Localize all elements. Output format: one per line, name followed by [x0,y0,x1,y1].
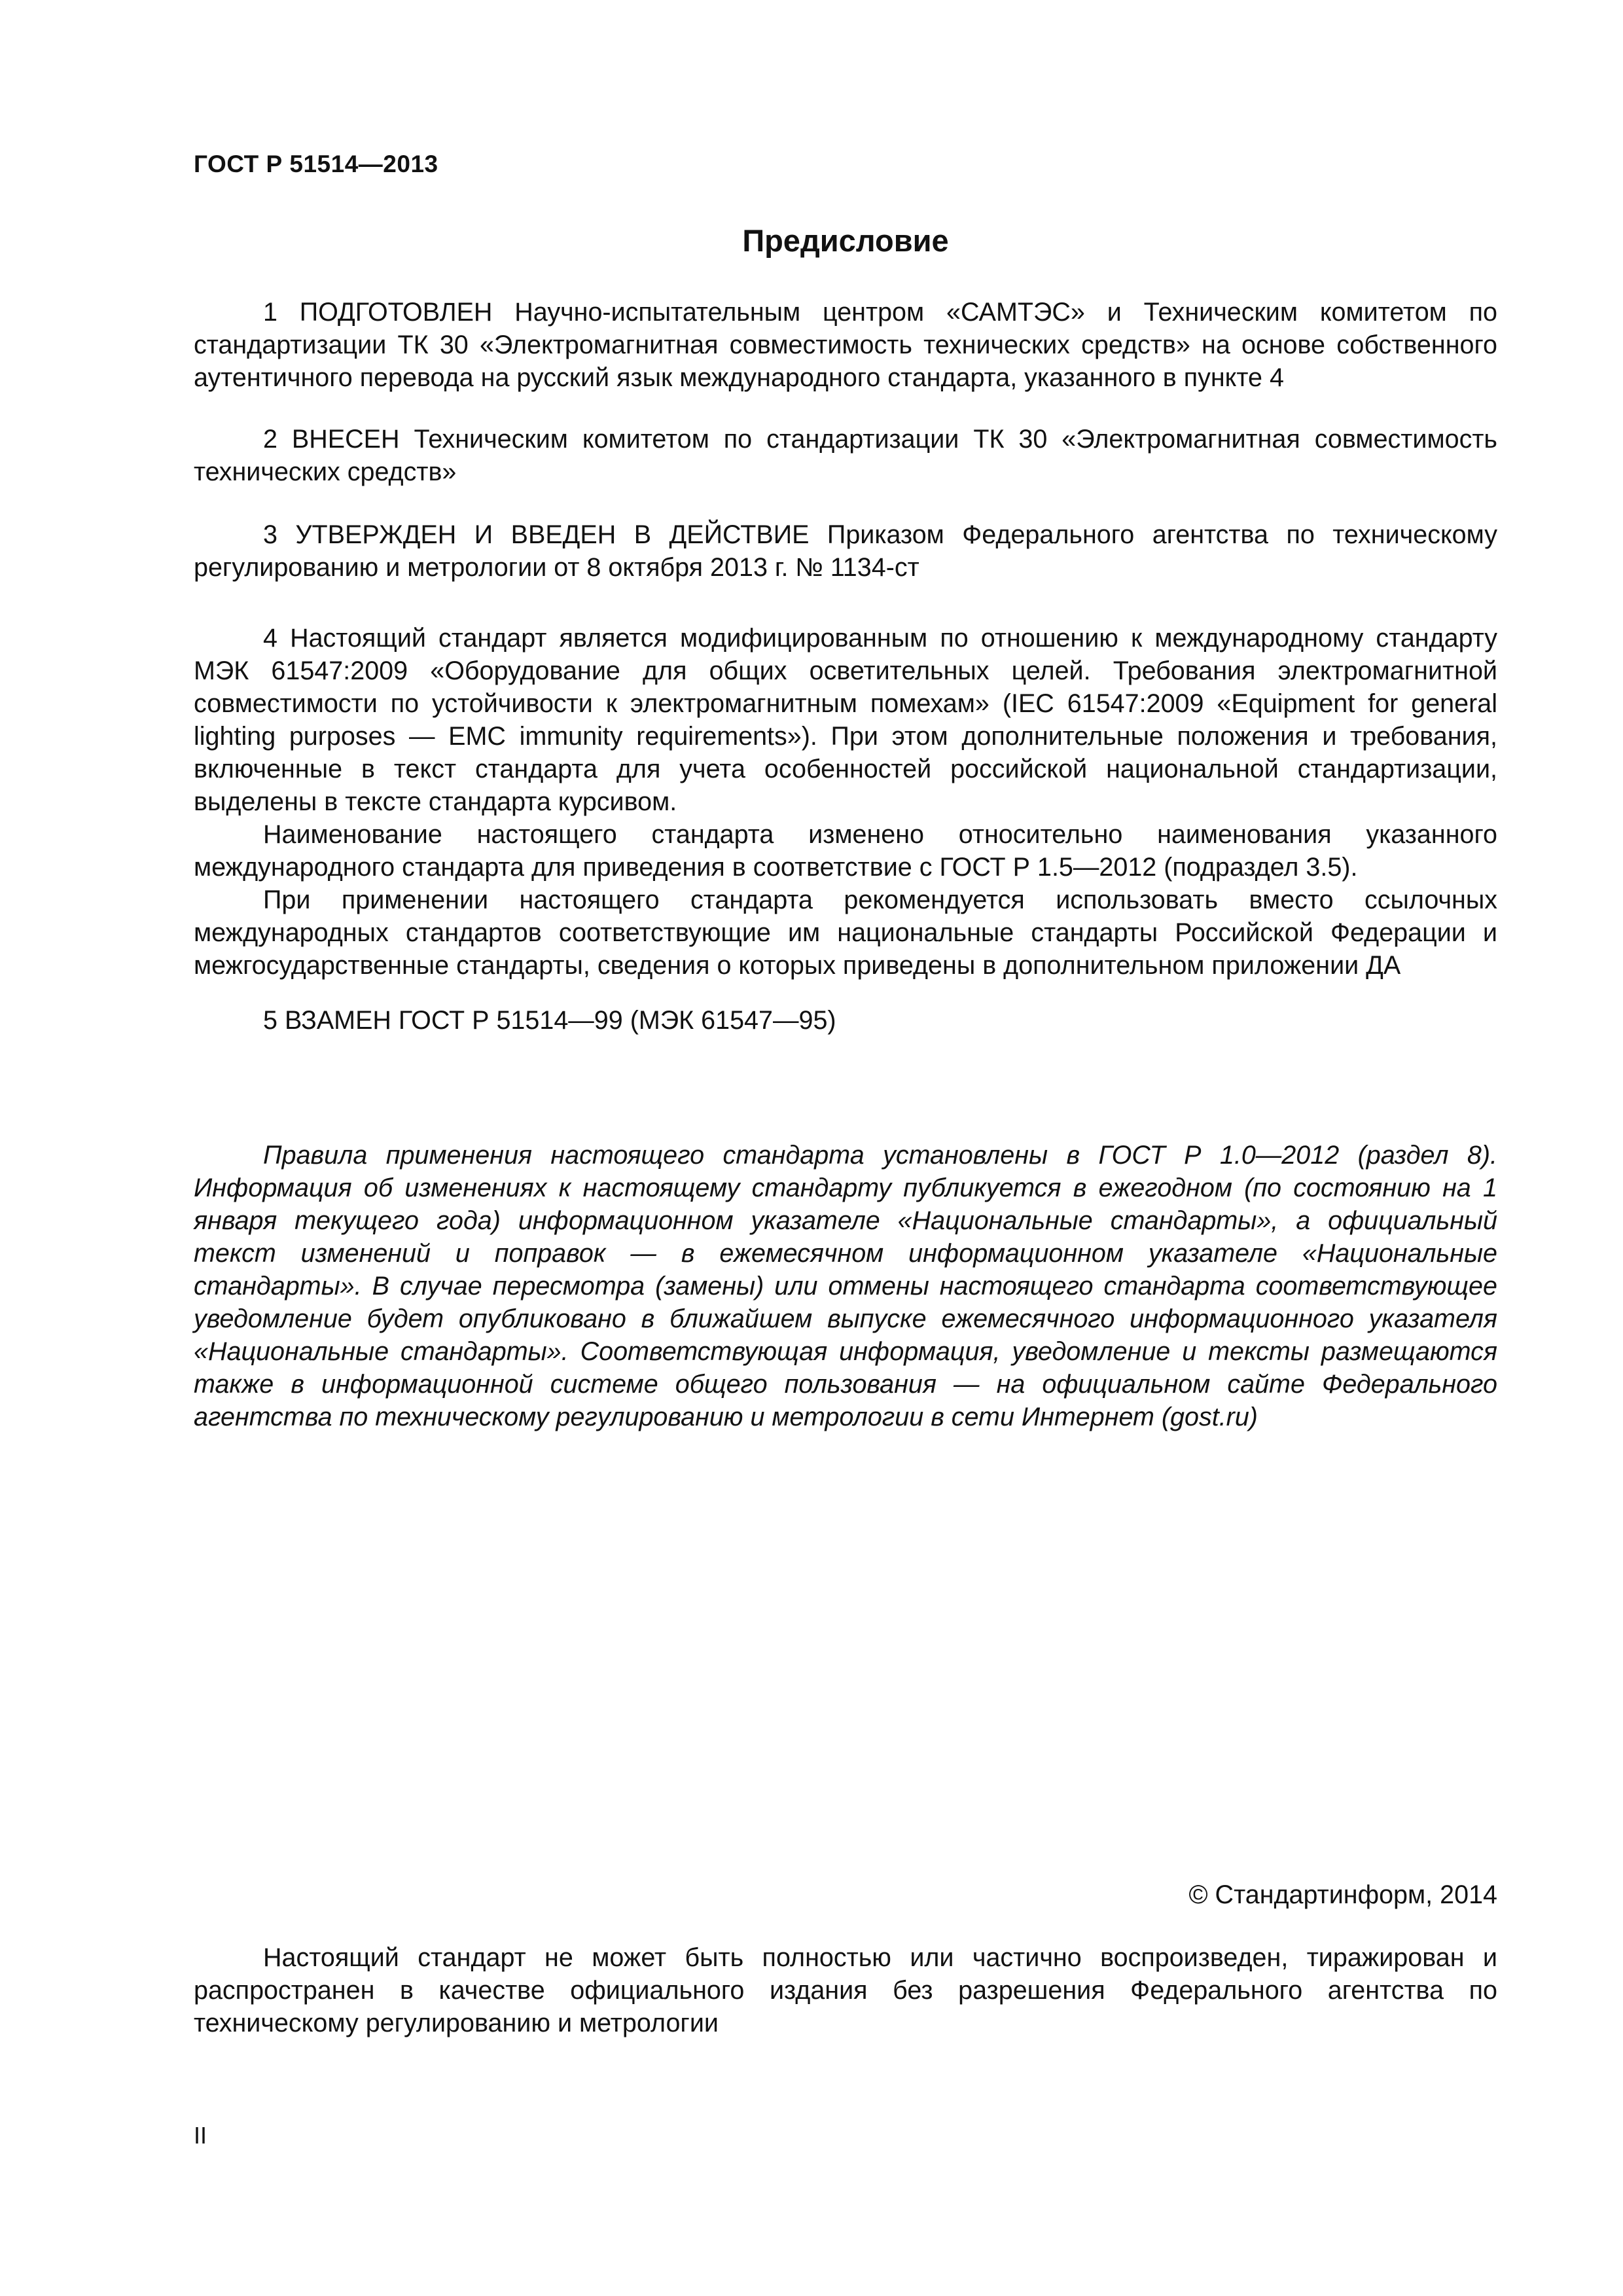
preface-item-2 [194,423,1497,488]
preface-item-5 [194,1004,1497,1037]
page-number: II [194,2122,207,2149]
reproduction-notice [194,1941,1497,2039]
preface-item-4-paragraph-2: Наименование настоящего стандарта изменено относительно наименования указанного международного стандарта для приведения в соответствие с ГОСТ Р 1.5—2012 (подраздел 3.5). [194,820,1497,882]
rules-notice-text: Правила применения настоящего стандарта установлены в ГОСТ Р 1.0—2012 (раздел 8). Информация об изменениях к настоящему стандарту публикуется в ежегодном (по состоянию на 1 января текущего года) информационном указателе «Национальные стандарты», а официальный текст изменений и поправок — в ежемесячном информационном указателе «Национальные стандарты». В случае пересмотра (замены) или отмены настоящего стандарта соответствующее уведомление будет опубликовано в ближайшем выпуске ежемесячного информационного указателя «Национальные стандарты». Соответствующая информация, уведомление и тексты размещаются также в информационной системе общего пользования — на официальном сайте Федерального агентства по техническому регулированию и метрологии в сети Интернет (gost.ru) [194,1141,1497,1431]
copyright-notice: © Стандартинформ, 2014 [1188,1880,1497,1909]
preface-item-5-text: 5 ВЗАМЕН ГОСТ Р 51514—99 (МЭК 61547—95) [263,1006,836,1035]
reproduction-notice-text: Настоящий стандарт не может быть полностью или частично воспроизведен, тиражирован и распространен в качестве официального издания без разрешения Федерального агентства по техническому регулированию и метрологии [194,1943,1497,2037]
preface-item-3-text: 3 УТВЕРЖДЕН И ВВЕДЕН В ДЕЙСТВИЕ Приказом Федерального агентства по техническому регулированию и метрологии от 8 октября 2013 г. № 1134-ст [194,520,1497,582]
preface-item-1-text: 1 ПОДГОТОВЛЕН Научно-испытательным центром «САМТЭС» и Техническим комитетом по стандартизации ТК 30 «Электромагнитная совместимость технических средств» на основе собственного аутентичного перевода на русский язык международного стандарта, указанного в пункте 4 [194,298,1497,392]
standard-code-header: ГОСТ Р 51514—2013 [194,151,438,177]
preface-item-3 [194,518,1497,584]
preface-item-2-text: 2 ВНЕСЕН Техническим комитетом по стандартизации ТК 30 «Электромагнитная совместимость технических средств» [194,425,1497,486]
preface-item-4-paragraph-1: 4 Настоящий стандарт является модифицированным по отношению к международному стандарту МЭК 61547:2009 «Оборудование для общих осветительных целей. Требования электромагнитной совместимости по устойчивости к электромагнитным помехам» (IEC 61547:2009 «Equipment for general lighting purposes — EMC immunity requirements»). При этом дополнительные положения и требования, включенные в текст стандарта для учета особенностей российской национальной стандартизации, выделены в тексте стандарта курсивом. [194,624,1497,816]
preface-item-4 [194,622,1497,982]
rules-notice [194,1139,1497,1433]
page-title: Предисловие [742,223,949,258]
preface-item-4-paragraph-3: При применении настоящего стандарта рекомендуется использовать вместо ссылочных международных стандартов соответствующие им национальные стандарты Российской Федерации и межгосударственные стандарты, сведения о которых приведены в дополнительном приложении ДА [194,886,1497,980]
preface-item-1 [194,296,1497,394]
